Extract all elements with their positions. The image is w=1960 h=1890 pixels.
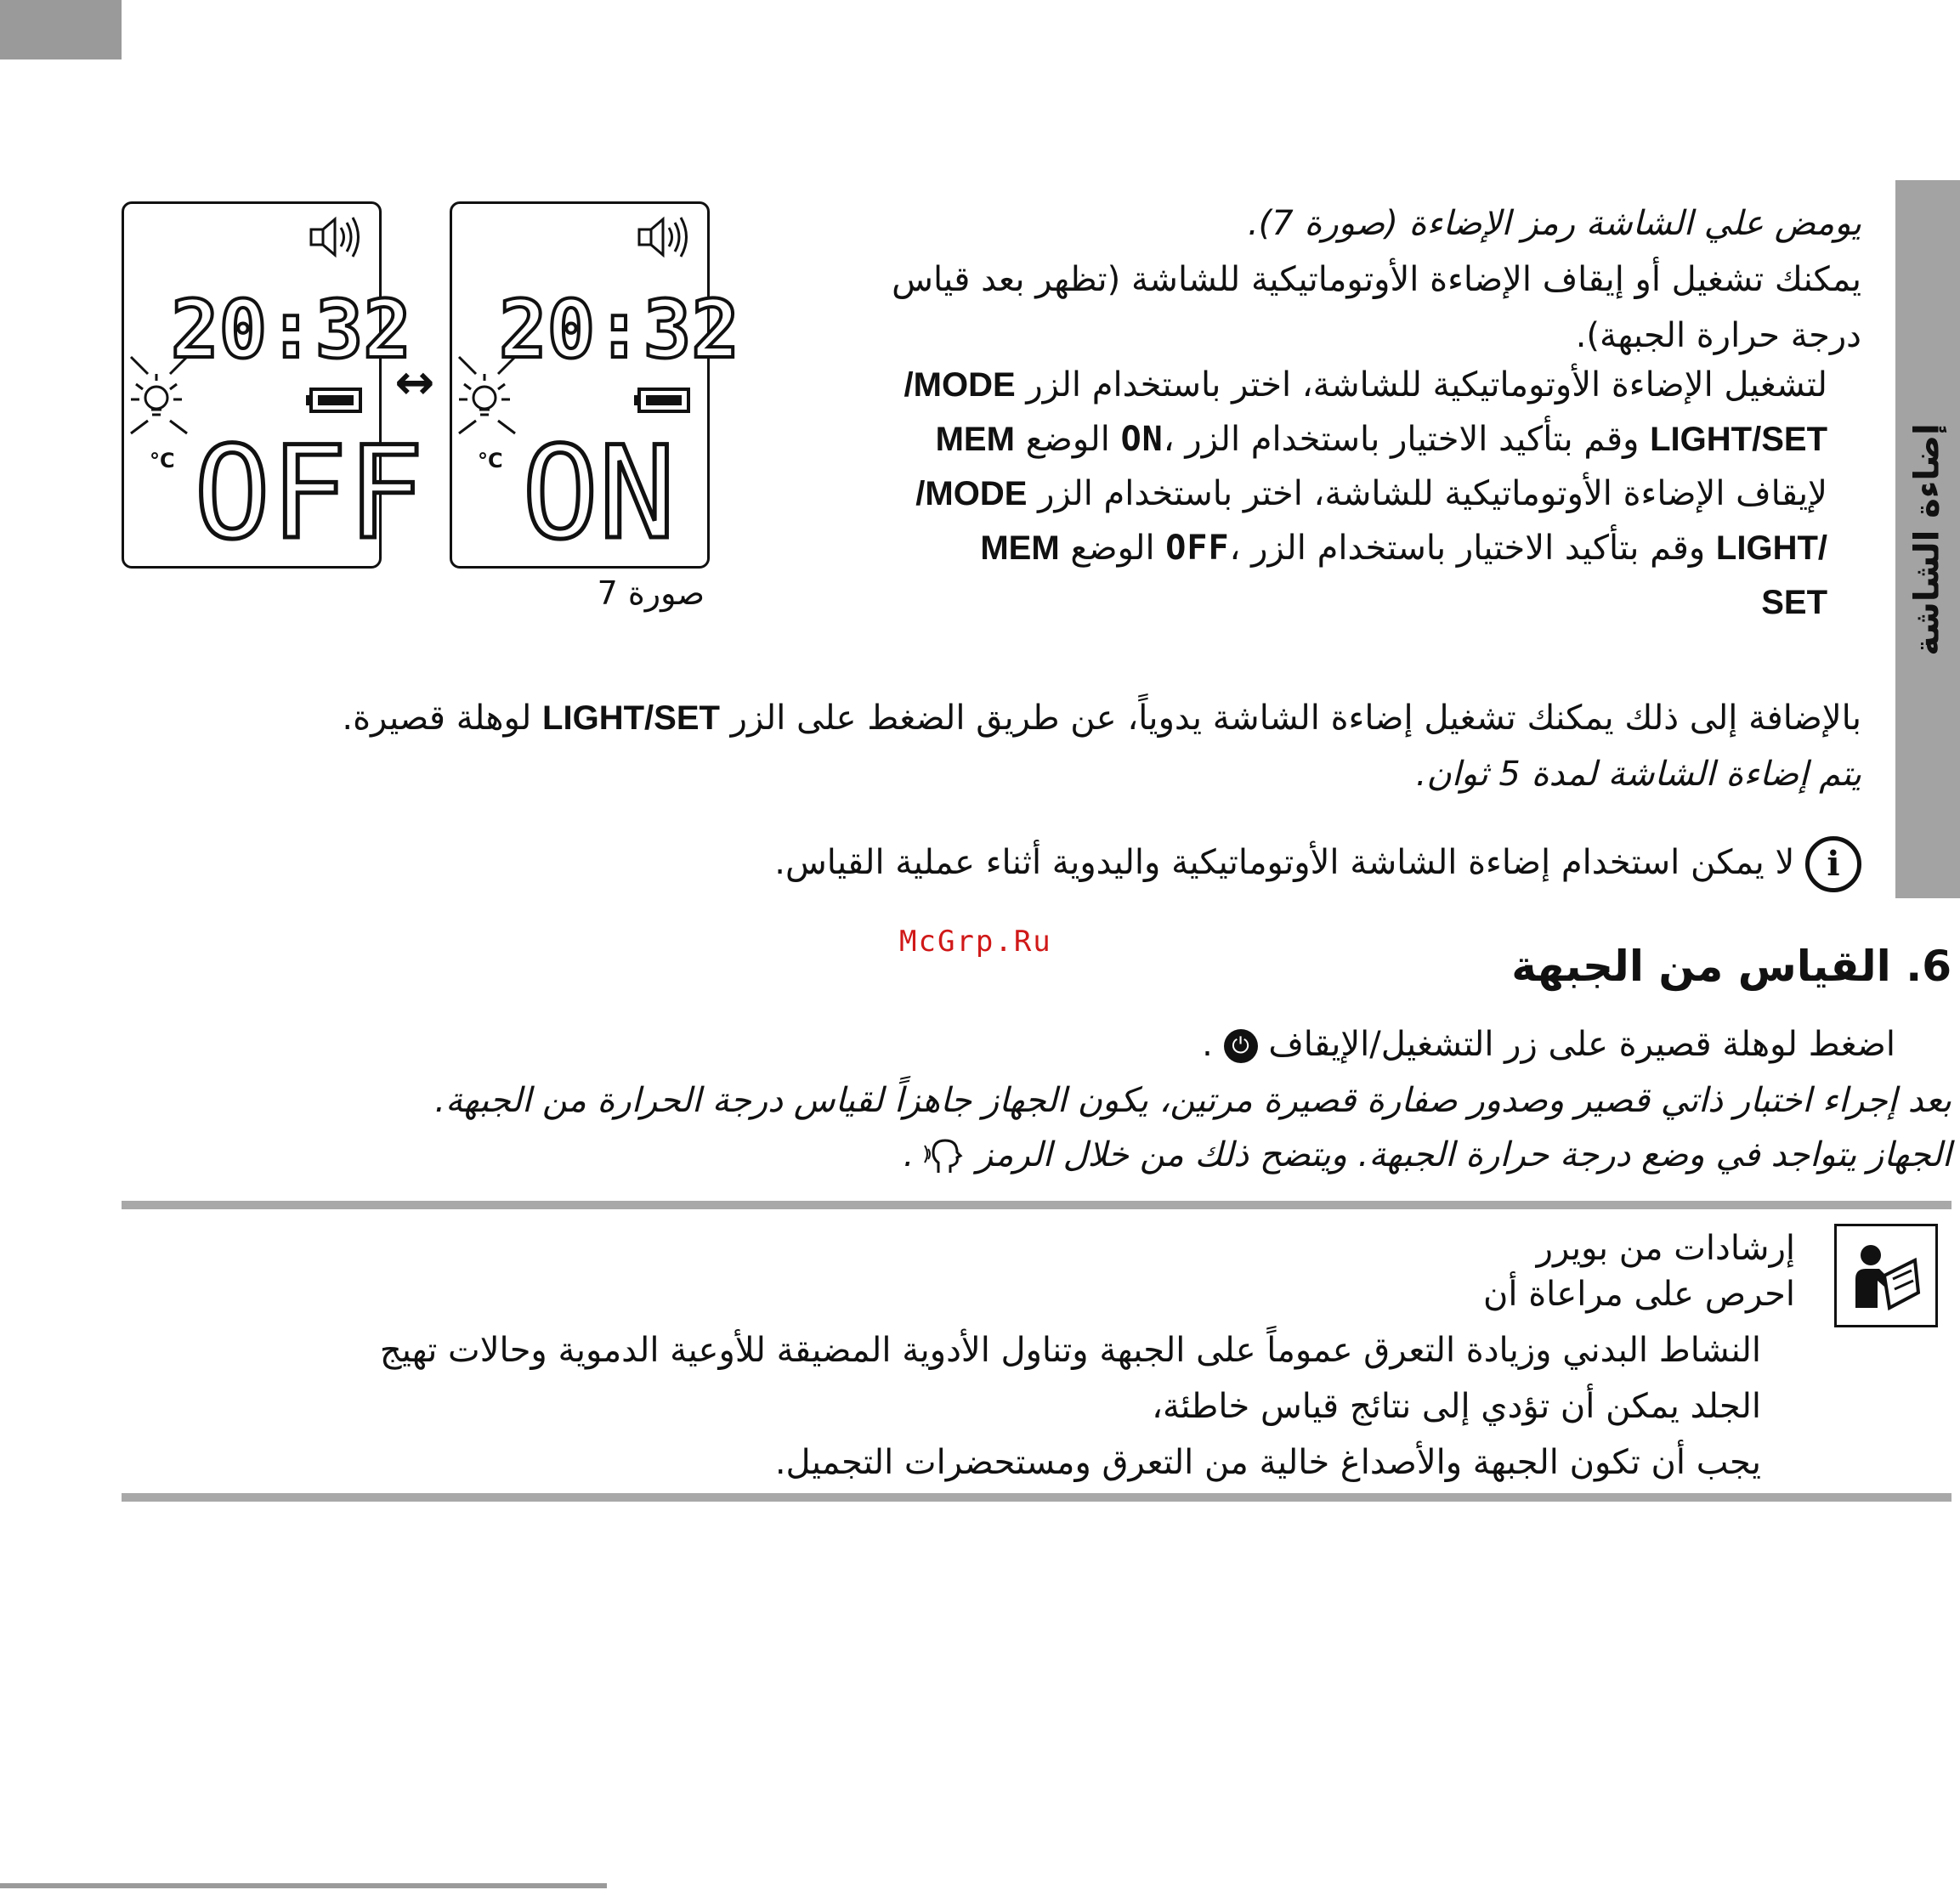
light-set-button-ref-manual: LIGHT/SET [542,699,720,737]
manual-text-a: بالإضافة إلى ذلك يمكنك تشغيل إضاءة الشاشة يدوياً، عن طريق الضغط على الزر [730,699,1861,738]
unit-label-on: °C [478,449,503,472]
lcd-time-on: 20:32 [499,284,739,376]
notice-line-1: النشاط البدني وزيادة التعرق عموماً على الجبهة وتناول الأدوية المضيقة للأوعية الدموية وحالات تهيج [379,1331,1761,1370]
notice-title: إرشادات من بويرر [1536,1229,1795,1268]
notice-bottom-rule [122,1493,1952,1502]
notice-line-2: الجلد يمكن أن تؤدي إلى نتائج قياس خاطئة، [1152,1387,1761,1426]
manual-note [127,835,1861,892]
instruction-on-text-c: ، وقم بتأكيد الاختيار باستخدام الزر [1163,420,1640,459]
lcd-status-on: ON [522,420,676,568]
unit-label-off: °C [150,449,175,472]
manual-line-2: يتم إضاءة الشاشة لمدة 5 ثوان. [1415,755,1861,794]
section-6-line-3-text: الجهاز يتواجد في وضع درجة حرارة الجبهة. ويتضح ذلك من خلال الرمز [976,1135,1952,1174]
instruction-off-line-1 [748,466,1827,522]
notice-top-rule [122,1201,1952,1209]
instruction-off-text-a: لإيقاف الإضاءة الأوتوماتيكية للشاشة، اختر باستخدام الزر [1038,474,1827,513]
speaker-icon [311,218,359,257]
section-6-line-1: اضغط لوهلة قصيرة على زر التشغيل/الإيقاف ⏻ . [1202,1025,1895,1064]
instruction-off-line-2 [748,520,1827,576]
battery-icon [306,389,360,411]
lcd-time-off: 20:32 [171,284,411,376]
manual-note-text: لا يمكن استخدام إضاءة الشاشة الأوتوماتيكية واليدوية أثناء عملية القياس. [774,843,1795,882]
notice-line-3: يجب أن تكون الجبهة والأصداغ خالية من التعرق ومستحضرات التجميل. [774,1443,1761,1482]
mem-button-ref: MEM [935,421,1015,458]
segment-off-symbol: OFF [1165,529,1230,568]
instruction-on-text-a: لتشغيل الإضاءة الأوتوماتيكية للشاشة، اختر باستخدام الزر [1026,365,1827,405]
info-icon: i [1805,836,1861,892]
notice-reading-icon [1834,1224,1938,1327]
side-tab-label: إضاءة الشاشة [1908,422,1948,656]
watermark: McGrp.Ru [899,925,1052,959]
manual-text-b: لوهلة قصيرة. [342,699,532,738]
light-set-button-ref-off: LIGHT/ [1715,529,1827,567]
section-6-heading: 6. القياس من الجبهة [1511,942,1952,991]
light-set-button-ref: LIGHT/SET [1650,421,1827,458]
power-button-icon: ⏻ [1224,1029,1258,1063]
section-6-line-2: بعد إجراء اختبار ذاتي قصير وصدور صفارة قصيرة مرتين، يكون الجهاز جاهزاً لقياس درجة الحرارة من الجبهة. [434,1081,1952,1120]
lcd-status-off: OFF [194,420,424,568]
manual-line-1 [127,690,1861,746]
mode-mem-button-ref-off: MODE/ [915,475,1028,512]
section-6-line-3: الجهاز يتواجد في وضع درجة حرارة الجبهة. ويتضح ذلك من خلال الرمز . [903,1135,1952,1174]
intro-line-2: يمكنك تشغيل أو إيقاف الإضاءة الأوتوماتيكية للشاشة (تظهر بعد قياس [892,260,1861,299]
mode-mem-button-ref: MODE/ [904,366,1016,404]
notice-subtitle: احرص على مراعاة أن [1483,1275,1795,1314]
set-button-ref-off: SET [1761,584,1827,621]
instruction-off-line-3 [748,574,1827,631]
instruction-on-line-1 [748,357,1827,413]
instruction-on-line-2 [748,411,1827,467]
forehead-mode-icon [925,1137,966,1176]
segment-on-symbol: ON [1120,420,1164,459]
instruction-on-text-b: الوضع [1025,420,1110,459]
figure-caption: صورة 7 [597,574,705,612]
instruction-off-text-b: الوضع [1070,529,1155,568]
mem-button-ref-off: MEM [980,529,1060,567]
section-6-line-1-text: اضغط لوهلة قصيرة على زر التشغيل/الإيقاف [1268,1025,1895,1064]
lcd-display-on [450,201,739,569]
intro-line-3: درجة حرارة الجبهة). [1575,316,1861,355]
intro-line-1: يومض علي الشاشة رمز الإضاءة (صورة 7). [1247,204,1861,243]
page-corner-tab [0,0,122,59]
lcd-display-off [122,201,424,569]
side-tab-label-box [1895,180,1960,898]
footer-rule [0,1883,607,1888]
speaker-icon [639,218,687,257]
battery-icon [634,389,688,411]
toggle-arrow: ↔ [394,355,435,410]
instruction-off-text-c: ، وقم بتأكيد الاختيار باستخدام الزر [1229,529,1706,568]
